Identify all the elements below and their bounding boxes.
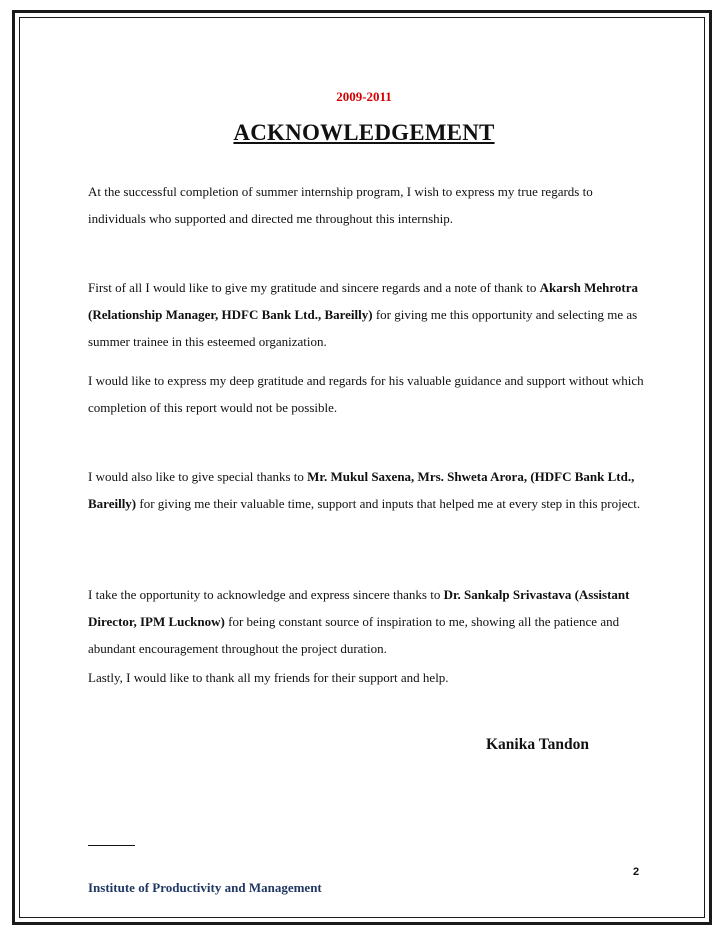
paragraph-director-thanks: I take the opportunity to acknowledge and express sincere thanks to Dr. Sankalp Srivastava (Assistant Director, IPM Lucknow) for being constant source of inspiration to me, showing all the patience and abundant encouragement throughout the project duration. xyxy=(88,587,630,656)
manager-name: Akarsh Mehrotra (Relationship Manager, HDFC Bank Ltd., Bareilly) xyxy=(88,280,638,322)
year-range: 2009-2011 xyxy=(336,89,392,104)
paragraph-guidance: I would like to express my deep gratitude and regards for his valuable guidance and support without which completion of this report would not be possible. xyxy=(88,373,644,415)
footnote-divider xyxy=(88,845,135,846)
paragraph-intro: At the successful completion of summer internship program, I wish to express my true regards to individuals who supported and directed me throughout this internship. xyxy=(88,184,593,226)
page-number: 2 xyxy=(633,866,640,878)
staff-names: Mr. Mukul Saxena, Mrs. Shweta Arora, (HDFC Bank Ltd., Bareilly) xyxy=(88,469,635,511)
footer-institute: Institute of Productivity and Management xyxy=(88,880,322,895)
page-title: ACKNOWLEDGEMENT xyxy=(233,120,495,145)
director-name: Dr. Sankalp Srivastava (Assistant Director, IPM Lucknow) xyxy=(88,587,630,629)
signature-name: Kanika Tandon xyxy=(486,736,589,753)
paragraph-manager-thanks: First of all I would like to give my gratitude and sincere regards and a note of thank to Akarsh Mehrotra (Relationship Manager, HDFC Bank Ltd., Bareilly) for giving me this opportunity and selecting me as summer trainee in this esteemed organization. xyxy=(88,280,638,349)
paragraph-friends: Lastly, I would like to thank all my friends for their support and help. xyxy=(88,670,449,685)
paragraph-special-thanks: I would also like to give special thanks to Mr. Mukul Saxena, Mrs. Shweta Arora, (HDFC Bank Ltd., Bareilly) for giving me their valuable time, support and inputs that helped me at every step in this project. xyxy=(88,469,641,511)
